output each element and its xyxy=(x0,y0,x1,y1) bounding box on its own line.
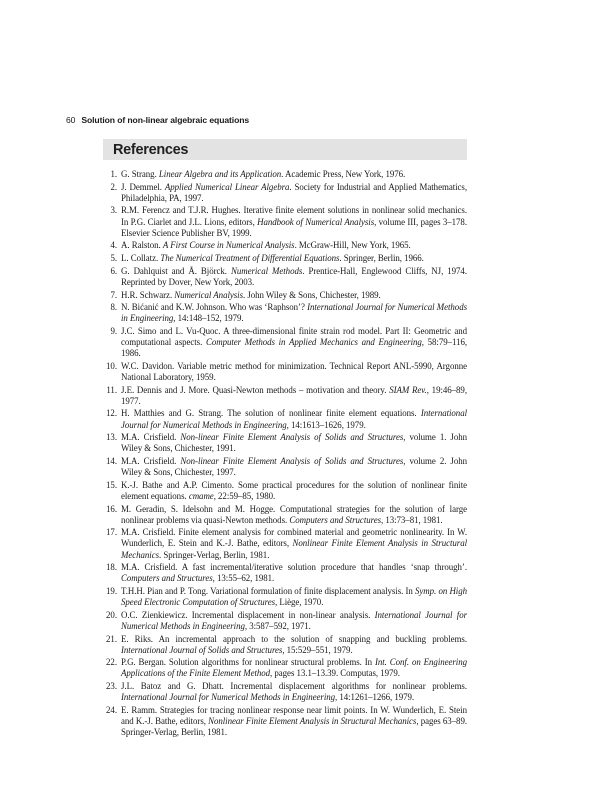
reference-item xyxy=(103,681,467,703)
reference-source-title: Non-linear Finite Element Analysis of Solids and Structures xyxy=(180,455,404,466)
reference-item xyxy=(103,408,467,430)
running-title: Solution of non-linear algebraic equations xyxy=(81,115,250,125)
reference-text: , 22:59–85, 1980. xyxy=(213,490,276,501)
reference-text: , 15:529–551, 1979. xyxy=(282,644,353,655)
reference-number: 15. xyxy=(106,479,117,490)
reference-number: 19. xyxy=(106,585,117,596)
reference-item xyxy=(103,634,467,656)
reference-item xyxy=(103,705,467,738)
reference-item xyxy=(103,240,467,251)
reference-number: 17. xyxy=(106,527,117,538)
reference-source-title: Numerical Analysis xyxy=(174,289,243,300)
running-header xyxy=(66,115,249,125)
reference-text: W.C. Davidon. Variable metric method for minimization. Technical Report ANL-5990, Argonne National Laboratory, 1959. xyxy=(121,360,467,382)
reference-source-title: Non-linear Finite Element Analysis of Solids and Structures xyxy=(180,432,404,443)
reference-text: M.A. Crisfield. Finite element analysis for combined material and geometric nonlinearity. In W. Wunderlich, E. Stein and K.-J. Bathe, editors, xyxy=(121,527,467,549)
reference-number: 14. xyxy=(106,455,117,466)
reference-item xyxy=(103,253,467,264)
reference-number: 4. xyxy=(110,240,117,251)
reference-text: H. Matthies and G. Strang. The solution of nonlinear finite element equations. xyxy=(121,408,421,419)
reference-source-title: Applied Numerical Linear Algebra xyxy=(164,181,290,192)
reference-source-title: Int. Conf. on Engineering Applications of the Finite Element Method xyxy=(121,657,467,679)
reference-text: , 3:587–592, 1971. xyxy=(244,620,311,631)
reference-item xyxy=(103,182,467,204)
reference-text: , volume 2. John Wiley & Sons, Chichester, 1997. xyxy=(121,455,467,478)
reference-text: P.G. Bergan. Solution algorithms for nonlinear structural problems. In xyxy=(121,657,375,668)
reference-text: E. Riks. An incremental approach to the solution of snapping and buckling problems. xyxy=(121,633,467,644)
reference-source-title: The Numerical Treatment of Differential Equations xyxy=(160,253,340,264)
reference-text: M.A. Crisfield. xyxy=(121,455,181,466)
reference-text: G. Dahlquist and Å. Björck. xyxy=(121,265,231,276)
reference-source-title: Nonlinear Finite Element Analysis in Structural Mechanics xyxy=(208,715,417,726)
section-title: References xyxy=(113,142,189,158)
reference-text: . Springer-Verlag, Berlin, 1981. xyxy=(159,549,270,560)
reference-item xyxy=(103,504,467,526)
reference-text: M. Geradin, S. Idelsohn and M. Hogge. Computational strategies for the solution of large nonlinear problems via quasi-Newton methods. xyxy=(121,503,467,525)
reference-number: 13. xyxy=(106,432,117,443)
reference-item xyxy=(103,432,467,454)
reference-text: O.C. Zienkiewicz. Incremental displacement in non-linear analysis. xyxy=(121,609,375,620)
reference-item xyxy=(103,266,467,288)
reference-text: A. Ralston. xyxy=(121,240,163,251)
reference-text: , 58:79–116, 1986. xyxy=(121,337,467,359)
reference-item xyxy=(103,456,467,478)
reference-number: 11. xyxy=(106,384,117,395)
reference-text: . Springer, Berlin, 1966. xyxy=(339,253,424,264)
reference-item xyxy=(103,586,467,608)
reference-item xyxy=(103,480,467,502)
reference-text: L. Collatz. xyxy=(121,253,161,264)
reference-item xyxy=(103,361,467,383)
reference-text: , 19:46–89, 1977. xyxy=(121,384,467,406)
reference-text: M.A. Crisfield. xyxy=(121,432,181,443)
reference-item xyxy=(103,610,467,632)
reference-text: , volume III, pages 3–178. Elsevier Science Publisher BV, 1999. xyxy=(121,216,467,238)
reference-source-title: cmame xyxy=(188,490,214,501)
reference-number: 8. xyxy=(110,302,117,313)
reference-text: N. Bićanić and K.W. Johnson. Who was ‘Raphson’? xyxy=(121,302,308,313)
reference-number: 2. xyxy=(110,181,117,192)
reference-text: , pages 13.1–13.39. Computas, 1979. xyxy=(270,668,400,679)
reference-text: , pages 63–89. Springer-Verlag, Berlin, 1981. xyxy=(121,715,467,738)
reference-number: 21. xyxy=(106,633,117,644)
reference-number: 3. xyxy=(110,205,117,216)
reference-number: 1. xyxy=(110,169,117,179)
reference-source-title: Linear Algebra and its Application xyxy=(158,169,282,179)
reference-number: 22. xyxy=(106,657,117,668)
reference-text: R.M. Ferencz and T.J.R. Hughes. Iterative finite element solutions in nonlinear solid mechanics. In P.G. Ciarlet and J.L. Lions, editors, xyxy=(121,205,467,227)
reference-number: 10. xyxy=(106,360,117,371)
reference-number: 5. xyxy=(110,253,117,264)
reference-item xyxy=(103,326,467,359)
reference-source-title: Computers and Structures xyxy=(121,573,213,584)
reference-item xyxy=(103,385,467,407)
reference-source-title: International Journal for Numerical Methods in Engineering xyxy=(121,302,467,324)
reference-text: , Liège, 1970. xyxy=(275,597,324,608)
reference-source-title: International Journal for Numerical Methods in Engineering xyxy=(121,408,467,430)
reference-text: E. Ramm. Strategies for tracing nonlinear response near limit points. In W. Wunderlich, E. Stein and K.-J. Bathe, editors, xyxy=(121,704,467,726)
reference-text: J.C. Simo and L. Vu-Quoc. A three-dimensional finite strain rod model. Part II: Geometric and computational aspects. xyxy=(121,325,467,348)
reference-item xyxy=(103,302,467,324)
reference-item xyxy=(103,527,467,560)
reference-item xyxy=(103,562,467,584)
reference-text: M.A. Crisfield. A fast incremental/iterative solution procedure that handles ‘snap through’. xyxy=(121,562,467,573)
reference-text: . McGraw-Hill, New York, 1965. xyxy=(294,240,411,251)
reference-list xyxy=(103,169,467,740)
reference-source-title: Handbook of Numerical Analysis xyxy=(257,216,375,227)
reference-number: 6. xyxy=(110,265,117,276)
reference-number: 9. xyxy=(110,325,117,336)
reference-source-title: Numerical Methods xyxy=(230,265,303,276)
reference-source-title: Computer Methods in Applied Mechanics and Engineering xyxy=(205,337,422,348)
reference-text: , volume 1. John Wiley & Sons, Chichester, 1991. xyxy=(121,432,467,454)
reference-source-title: Symp. on High Speed Electronic Computation of Structures xyxy=(121,585,467,608)
reference-number: 12. xyxy=(106,408,117,419)
reference-text: , 13:73–81, 1981. xyxy=(381,514,443,525)
reference-text: J.L. Batoz and G. Dhatt. Incremental displacement algorithms for nonlinear problems. xyxy=(121,681,467,692)
reference-text: . John Wiley & Sons, Chichester, 1989. xyxy=(242,289,381,300)
reference-text: , 14:148–152, 1979. xyxy=(173,313,244,324)
reference-item xyxy=(103,657,467,679)
reference-source-title: Nonlinear Finite Element Analysis in Structural Mechanics xyxy=(121,538,467,560)
reference-number: 23. xyxy=(106,681,117,692)
reference-text: , 13:55–62, 1981. xyxy=(212,573,275,584)
reference-text: K.-J. Bathe and A.P. Cimento. Some practical procedures for the solution of nonlinear finite element equations. xyxy=(121,479,467,501)
page-number: 60 xyxy=(66,115,76,125)
reference-number: 18. xyxy=(106,562,117,573)
reference-source-title: A First Course in Numerical Analysis xyxy=(162,240,295,251)
reference-item xyxy=(103,290,467,301)
reference-text: . Society for Industrial and Applied Mathematics, Philadelphia, PA, 1997. xyxy=(121,181,467,203)
reference-source-title: International Journal for Numerical Methods in Engineering xyxy=(121,609,467,631)
reference-text: G. Strang. xyxy=(121,169,159,179)
reference-number: 20. xyxy=(106,609,117,620)
reference-source-title: Computers and Structures xyxy=(289,514,381,525)
reference-number: 16. xyxy=(106,503,117,514)
reference-source-title: SIAM Rev. xyxy=(389,384,427,395)
reference-source-title: International Journal of Solids and Structures xyxy=(121,644,283,655)
reference-number: 7. xyxy=(110,289,117,300)
references-heading-bar xyxy=(103,139,467,160)
reference-text: H.R. Schwarz. xyxy=(121,289,175,300)
reference-text: J.E. Dennis and J. More. Quasi-Newton methods – motivation and theory. xyxy=(121,384,390,395)
reference-number: 24. xyxy=(106,704,117,715)
reference-text: , 14:1613–1626, 1979. xyxy=(286,419,366,430)
reference-item xyxy=(103,205,467,238)
reference-source-title: International Journal for Numerical Methods in Engineering xyxy=(121,692,336,703)
reference-item xyxy=(103,169,467,180)
reference-text: . Prentice-Hall, Englewood Cliffs, NJ, 1974. Reprinted by Dover, New York, 2003. xyxy=(121,265,467,287)
reference-text: J. Demmel. xyxy=(121,181,165,192)
reference-text: T.H.H. Pian and P. Tong. Variational formulation of finite displacement analysis. In xyxy=(121,585,416,596)
reference-text: . Academic Press, New York, 1976. xyxy=(281,169,406,179)
reference-text: , 14:1261–1266, 1979. xyxy=(335,692,415,703)
